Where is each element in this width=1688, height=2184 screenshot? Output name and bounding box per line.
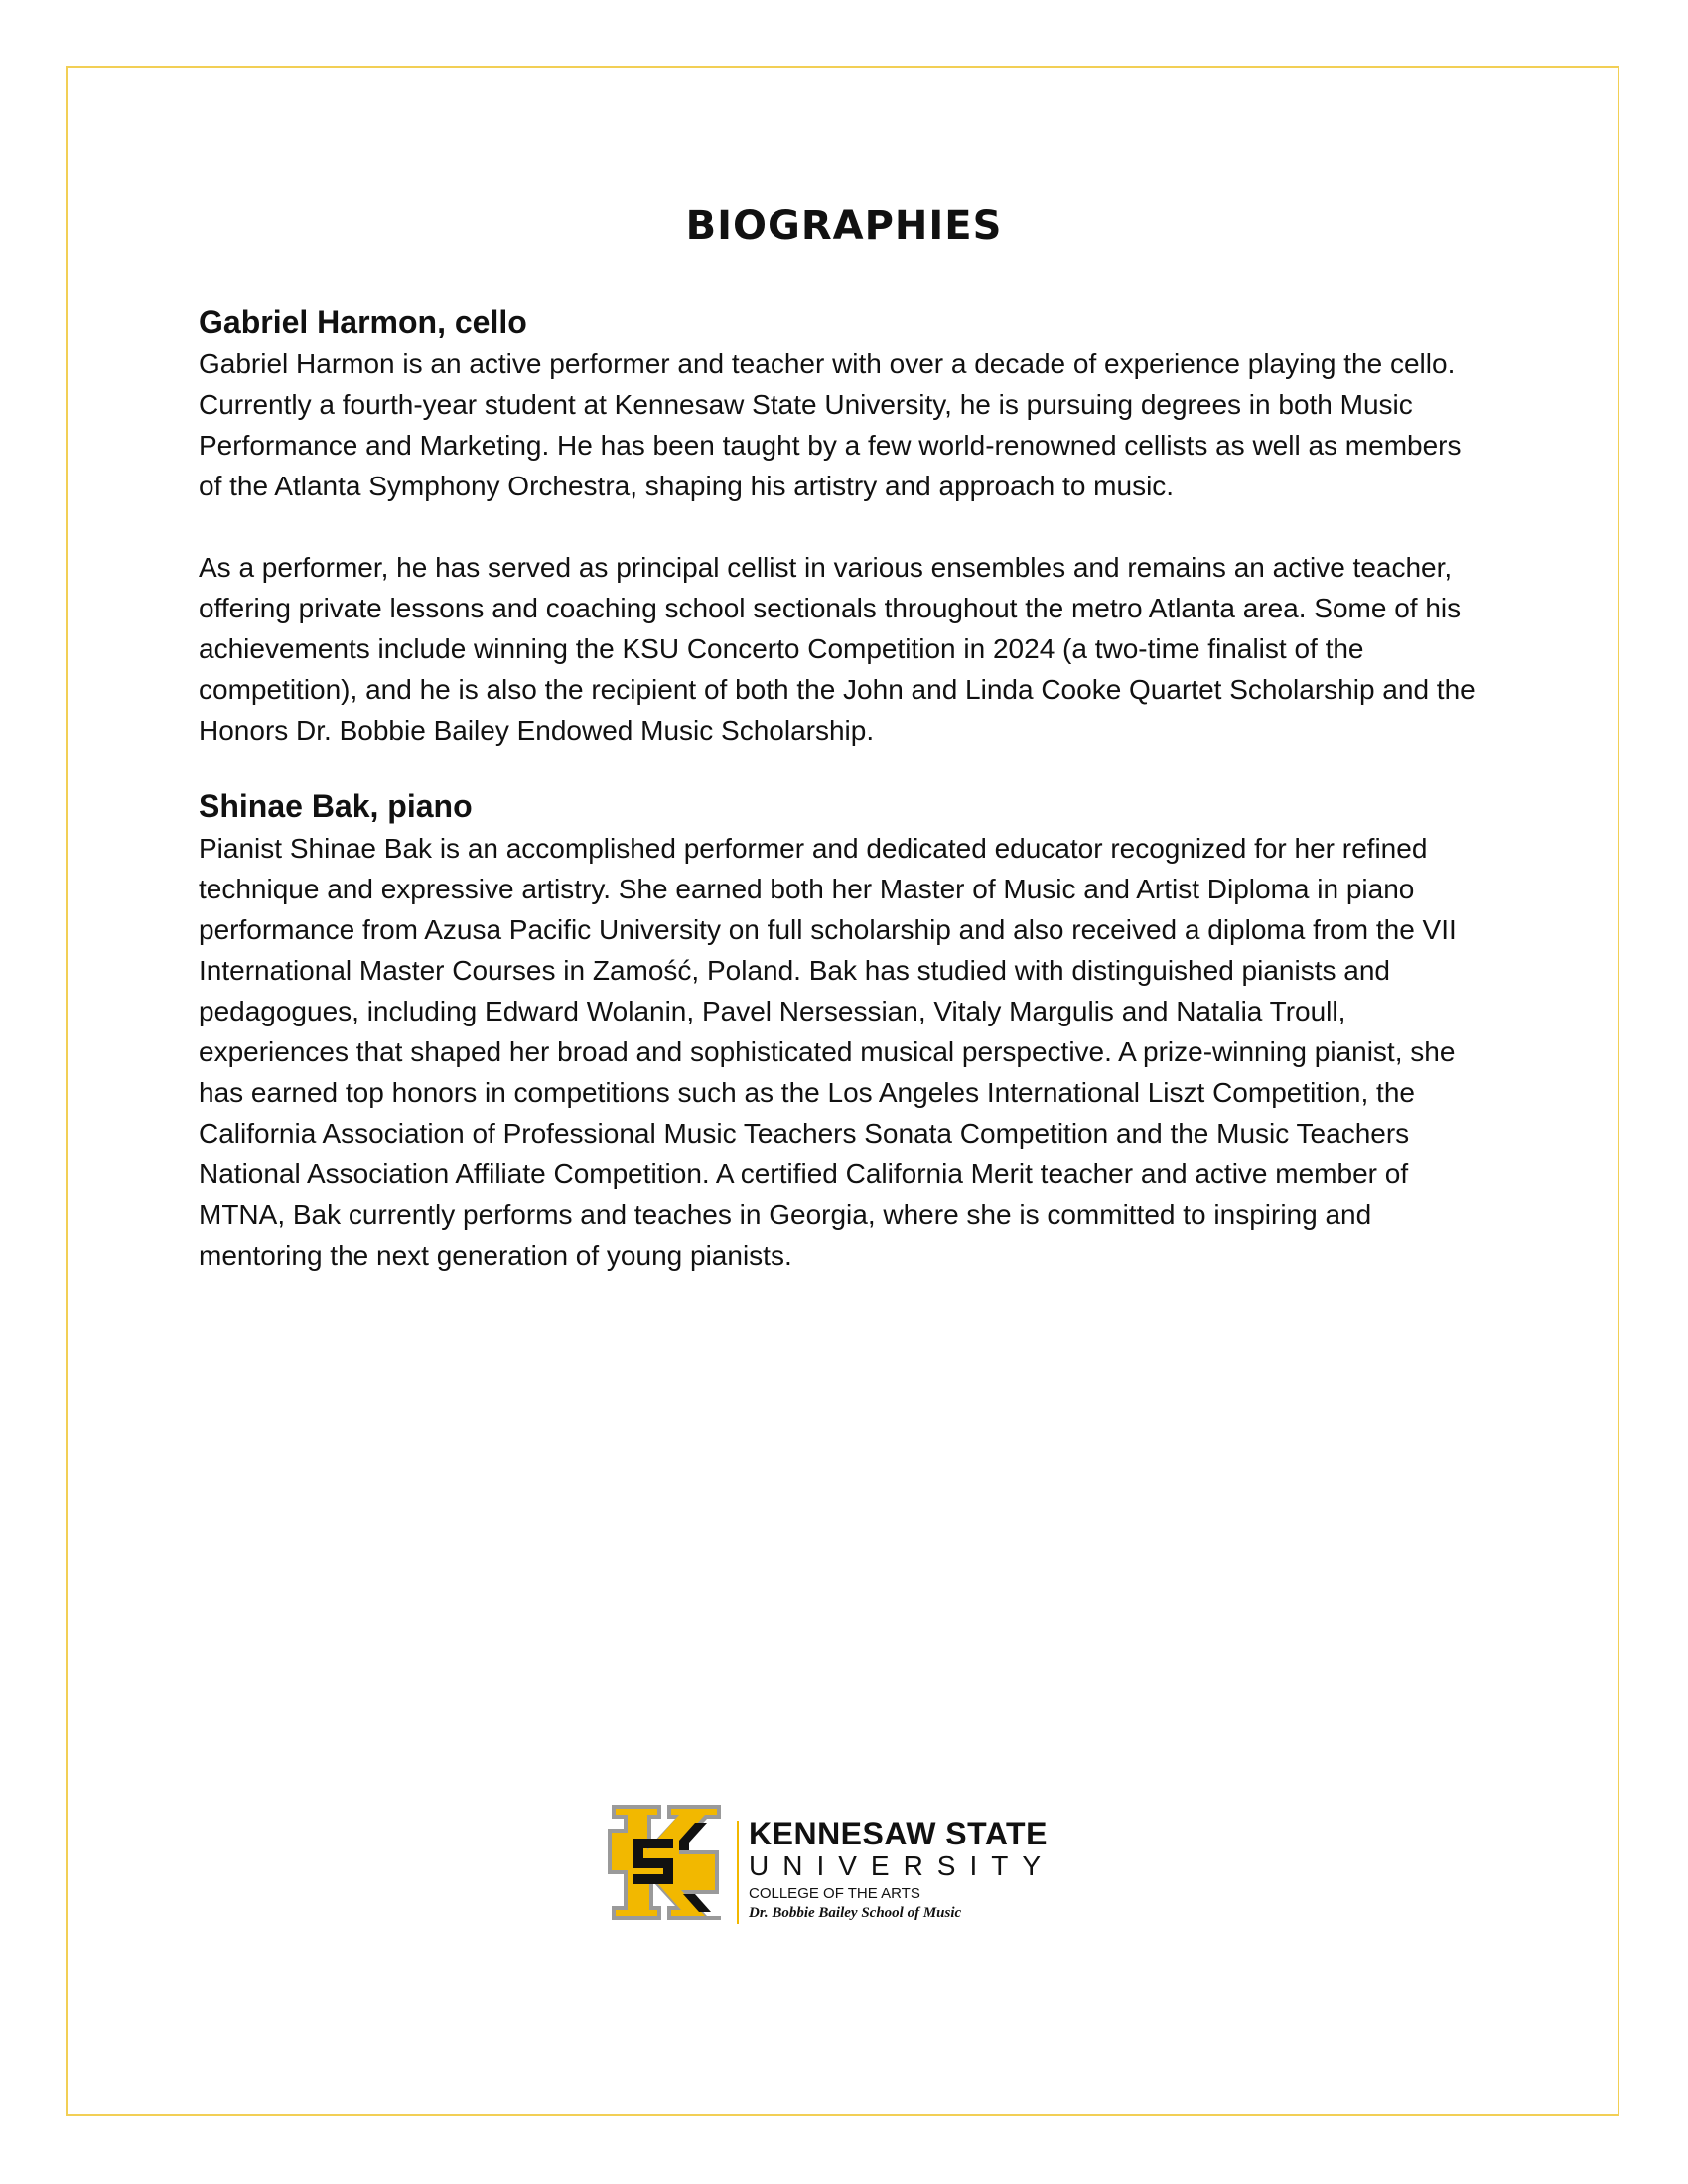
logo-divider [737,1821,739,1924]
page-title: BIOGRAPHIES [685,204,1003,249]
bio-paragraph: Pianist Shinae Bak is an accomplished performer and dedicated educator recognized for her refined technique and expressive artistry. She earned both her Master of Music and Artist Diploma in piano performance from Azusa Pacific University on full scholarship and also received a diploma from the VII International Master Courses in Zamość, Poland. Bak has studied with distinguished pianists and pedagogues, including Edward Wolanin, Pavel Nersessian, Vitaly Margulis and Natalia Troull, experiences that shaped her broad and sophisticated musical perspective. A prize-winning pianist, she has earned top honors in competitions such as the Los Angeles International Liszt Competition, the California Association of Professional Music Teachers Sonata Competition and the Music Teachers National Association Affiliate Competition. A certified California Merit teacher and active member of MTNA, Bak currently performs and teaches in Georgia, where she is committed to inspiring and mentoring the next generation of young pianists. [199,833,1457,1271]
ks-monogram-icon [604,1799,727,1922]
bio-heading: Gabriel Harmon, cello [199,304,527,340]
kennesaw-state-logo [604,1799,1090,1940]
bio-paragraph: As a performer, he has served as principal cellist in various ensembles and remains an active teacher, offering private lessons and coaching school sectionals throughout the metro Atlanta area. Some of his achievements include winning the KSU Concerto Competition in 2024 (a two-time finalist of the competition), and he is also the recipient of both the John and Linda Cooke Quartet Scholarship and the Honors Dr. Bobbie Bailey Endowed Music Scholarship. [199,552,1476,746]
document-content [199,199,1489,1311]
bio-heading: Shinae Bak, piano [199,788,473,824]
logo-college-name: COLLEGE OF THE ARTS [749,1885,920,1902]
bio-gabriel-harmon [199,302,1489,751]
bio-paragraph: Gabriel Harmon is an active performer and teacher with over a decade of experience playing the cello. Currently a fourth-year student at Kennesaw State University, he is pursuing degrees in both Music Performance and Marketing. He has been taught by a few world-renowned cellists as well as members of the Atlanta Symphony Orchestra, shaping his artistry and approach to music. [199,348,1462,501]
logo-university-word: UNIVERSITY [749,1850,1055,1881]
logo-wordmark [749,1817,1090,1922]
logo-school-name: Dr. Bobbie Bailey School of Music [749,1905,962,1921]
bio-shinae-bak [199,786,1489,1276]
logo-university-name: KENNESAW STATE [749,1816,1048,1851]
